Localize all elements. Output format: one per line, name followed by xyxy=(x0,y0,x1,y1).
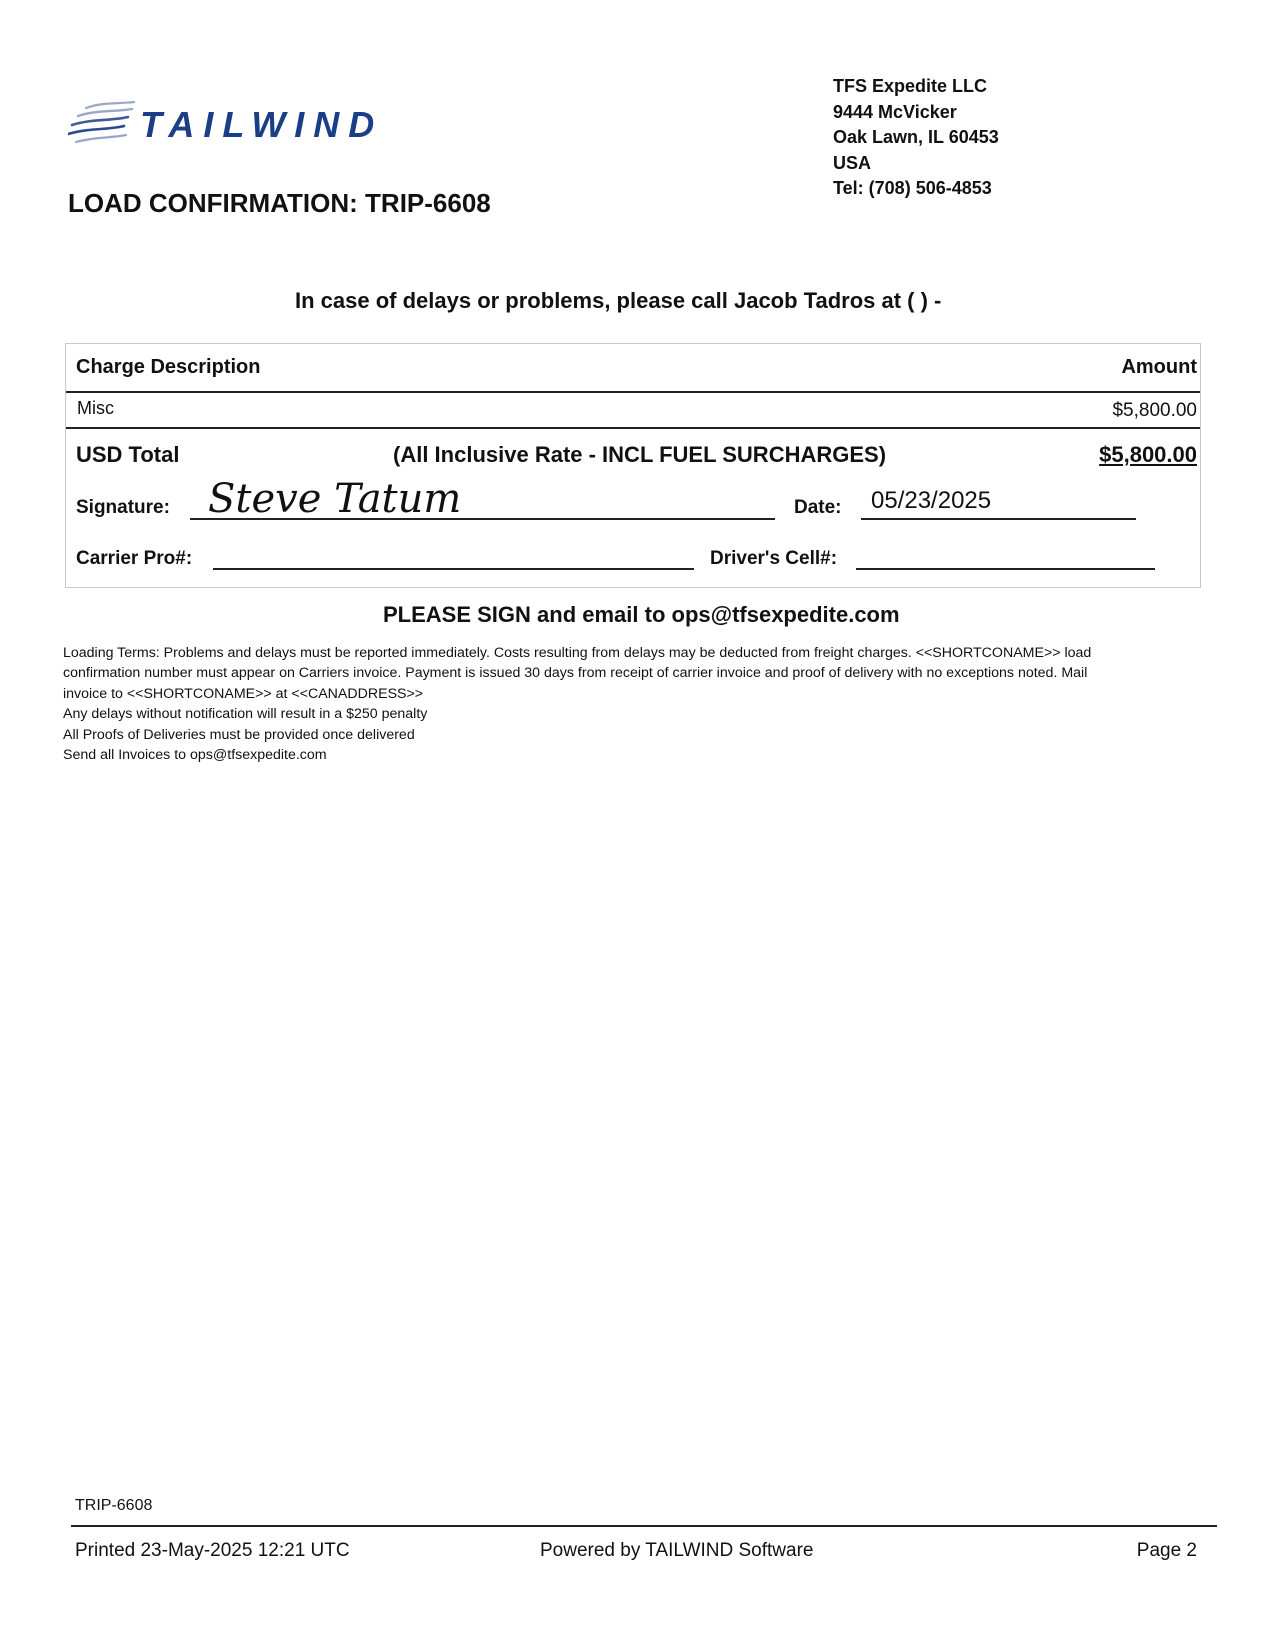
footer-trip-id: TRIP-6608 xyxy=(75,1497,153,1514)
company-phone: Tel: (708) 506-4853 xyxy=(833,178,992,198)
charge-row-description: Misc xyxy=(77,398,114,418)
wind-swoosh-icon xyxy=(68,102,134,142)
footer-divider xyxy=(71,1525,1217,1527)
carrier-pro-line[interactable] xyxy=(213,568,694,570)
driver-cell-label: Driver's Cell#: xyxy=(710,548,838,569)
terms-line: Any delays without notification will result in a $250 penalty xyxy=(63,706,428,723)
total-amount: $5,800.00 xyxy=(1099,442,1197,467)
terms-line: invoice to <<SHORTCONAME>> at <<CANADDRESS>> xyxy=(63,685,424,702)
total-label: USD Total xyxy=(76,442,180,467)
terms-line: confirmation number must appear on Carriers invoice. Payment is issued 30 days from receipt of carrier invoice and proof of delivery with no exceptions noted. Mail xyxy=(63,665,1088,682)
terms-line: All Proofs of Deliveries must be provided once delivered xyxy=(63,726,415,743)
powered-by: Powered by TAILWIND Software xyxy=(540,1540,814,1561)
logo-wordmark: TAILWIND xyxy=(140,104,384,145)
header-divider xyxy=(66,391,1200,393)
signature-label: Signature: xyxy=(76,497,170,518)
rate-note: (All Inclusive Rate - INCL FUEL SURCHARGES) xyxy=(393,442,887,467)
delay-contact-note: In case of delays or problems, please call Jacob Tadros at ( ) - xyxy=(295,288,942,313)
loading-terms xyxy=(63,643,1203,765)
printed-timestamp: Printed 23-May-2025 12:21 UTC xyxy=(75,1540,350,1561)
company-name: TFS Expedite LLC xyxy=(833,76,988,96)
sign-and-email-note: PLEASE SIGN and email to ops@tfsexpedite.com xyxy=(383,602,900,627)
charge-row-amount: $5,800.00 xyxy=(1112,400,1197,421)
company-address-line2: Oak Lawn, IL 60453 xyxy=(833,127,999,147)
date-line[interactable] xyxy=(861,518,1136,520)
driver-cell-line[interactable] xyxy=(856,568,1155,570)
amount-header: Amount xyxy=(1121,356,1197,378)
page-number: Page 2 xyxy=(1136,1540,1197,1561)
company-address-line1: 9444 McVicker xyxy=(833,101,957,122)
date-label: Date: xyxy=(794,497,842,518)
terms-line: Send all Invoices to ops@tfsexpedite.com xyxy=(63,747,327,764)
row-divider xyxy=(66,427,1200,429)
handwritten-signature xyxy=(206,472,482,526)
charge-description-header: Charge Description xyxy=(76,356,261,378)
signature-text: Steve Tatum xyxy=(208,476,462,522)
terms-line: Loading Terms: Problems and delays must be reported immediately. Costs resulting from delays may be deducted from freight charges. <<SHORTCONAME>> load xyxy=(63,645,1092,661)
carrier-pro-label: Carrier Pro#: xyxy=(76,548,193,569)
company-address xyxy=(833,74,999,202)
date-value: 05/23/2025 xyxy=(871,487,992,514)
page-title: LOAD CONFIRMATION: TRIP-6608 xyxy=(68,188,491,218)
tailwind-logo xyxy=(68,100,440,150)
company-country: USA xyxy=(833,152,872,173)
